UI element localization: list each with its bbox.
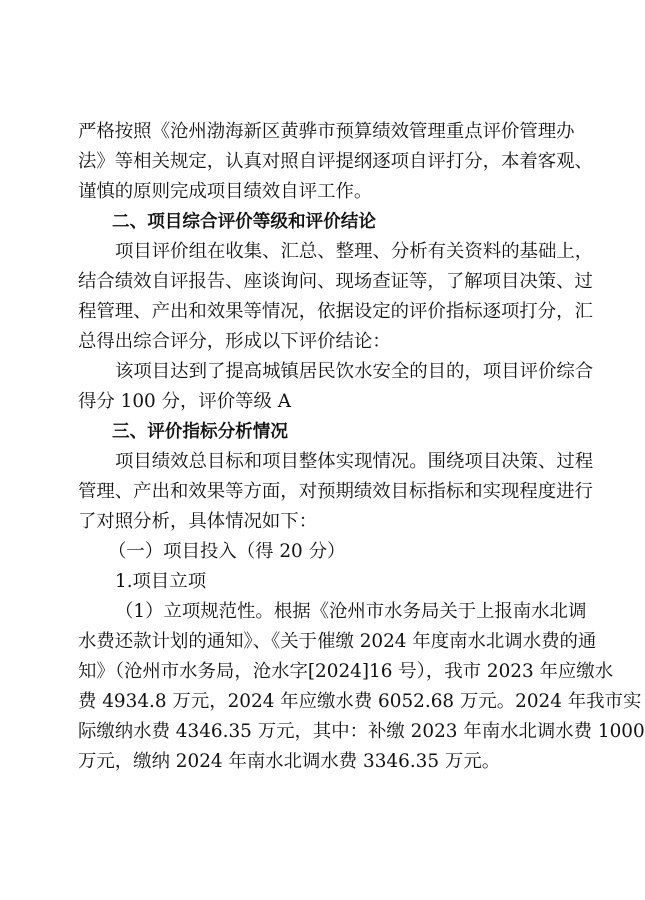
paragraph-line: 水费还款计划的通知》、《关于催缴 2024 年度南水北调水费的通 — [78, 631, 597, 652]
paragraph-line: 项目绩效总目标和项目整体实现情况。围绕项目决策、过程 — [115, 451, 594, 472]
paragraph-line: 万元，缴纳 2024 年南水北调水费 3346.35 万元。 — [78, 751, 501, 772]
paragraph-line: 管理、产出和效果等方面，对预期绩效目标指标和实现程度进行 — [78, 481, 593, 502]
paragraph-line: 总得出综合评分，形成以下评价结论： — [78, 331, 391, 352]
paragraph-line: （1）立项规范性。根据《沧州市水务局关于上报南水北调 — [115, 601, 587, 622]
paragraph-line: 际缴纳水费 4346.35 万元，其中：补缴 2023 年南水北调水费 1000 — [78, 721, 645, 742]
paragraph-line: 程管理、产出和效果等情况，依据设定的评价指标逐项打分，汇 — [78, 301, 593, 322]
paragraph-line: 严格按照《沧州渤海新区黄骅市预算绩效管理重点评价管理办 — [78, 121, 575, 142]
paragraph-line: 谨慎的原则完成项目绩效自评工作。 — [78, 181, 373, 202]
paragraph-line: 结合绩效自评报告、座谈询问、现场查证等，了解项目决策、过 — [78, 271, 593, 292]
paragraph-line: 项目评价组在收集、汇总、整理、分析有关资料的基础上， — [115, 241, 594, 262]
paragraph-line: 了对照分析，具体情况如下： — [78, 511, 318, 532]
paragraph-line: 该项目达到了提高城镇居民饮水安全的目的，项目评价综合 — [115, 361, 594, 382]
subsection-heading-1: （一）项目投入（得 20 分） — [108, 541, 346, 562]
paragraph-line: 法》等相关规定，认真对照自评提纲逐项自评打分，本着客观、 — [78, 151, 593, 172]
section-heading-2: 二、项目综合评价等级和评价结论 — [112, 212, 376, 232]
section-heading-3: 三、评价指标分析情况 — [112, 422, 288, 442]
paragraph-line: 知》（沧州市水务局，沧水字[2024]16 号），我市 2023 年应缴水 — [78, 661, 614, 682]
item-heading-1: 1.项目立项 — [115, 571, 207, 592]
paragraph-line: 费 4934.8 万元，2024 年应缴水费 6052.68 万元。2024 年我市实 — [78, 691, 642, 712]
paragraph-line: 得分 100 分，评价等级 A — [78, 391, 292, 412]
